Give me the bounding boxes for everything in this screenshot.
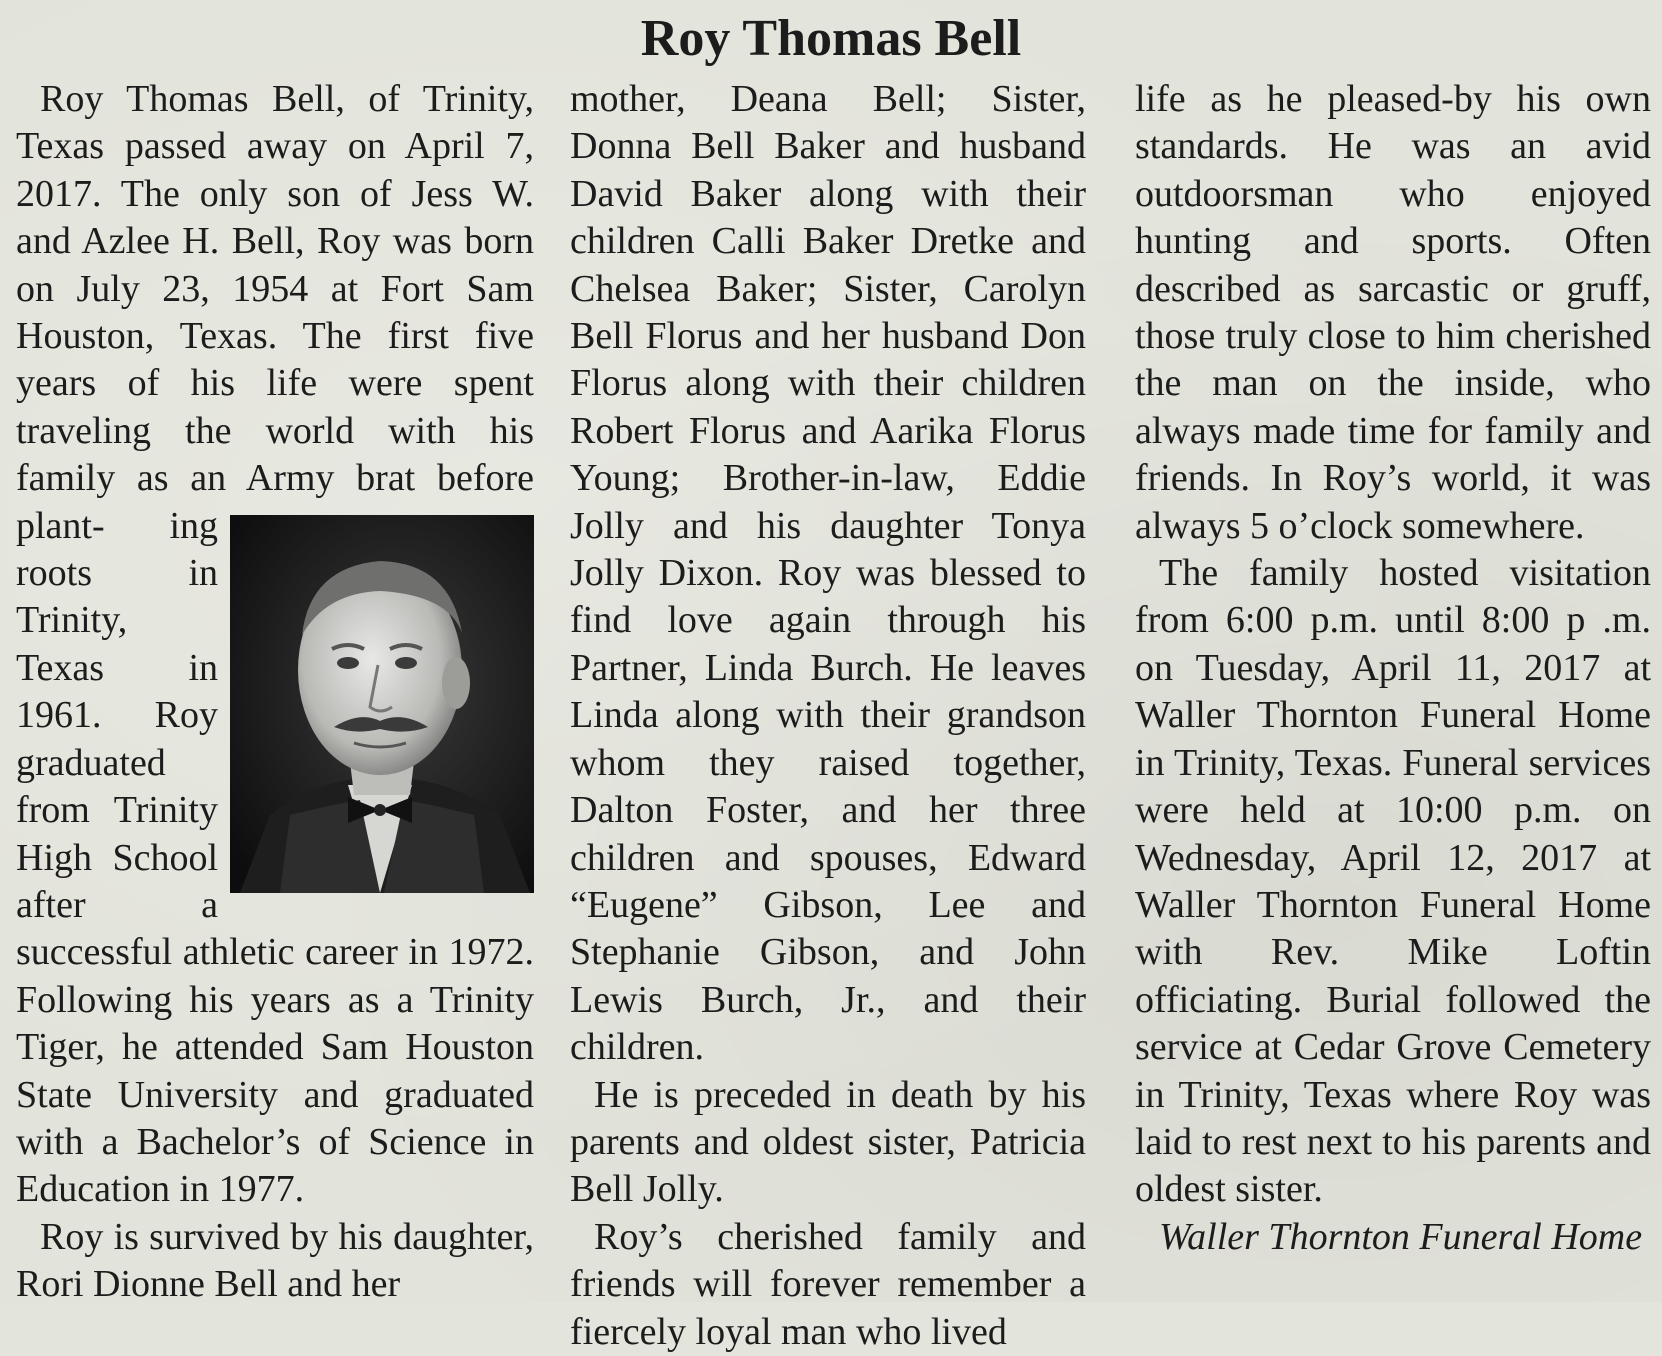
obituary-headline: Roy Thomas Bell <box>640 10 1022 67</box>
paragraph-3: He is preceded in death by his parents and oldest sister, Patricia Bell Jolly. <box>570 1073 1086 1211</box>
portrait-photo <box>230 515 534 893</box>
paragraph-2-continued: mother, Deana Bell; Sister, Donna Bell Baker and husband David Baker along with their children Calli Baker Dretke and Chelsea Baker; Sister, Carolyn Bell Florus and her husband Don Florus along with their children Robert Florus and Aarika Florus Young; Brother-in-law, Eddie Jolly and his daughter Tonya Jolly Dixon. Roy was blessed to find love again through his Partner, Linda Burch. He leaves Linda along with their grandson whom they raised together, Dalton Foster, and her three children and spouses, Edward “Eugene” Gibson, Lee and Stephanie Gibson, and John Lewis Burch, Jr., and their children. <box>570 78 1086 1069</box>
paragraph-1-text-b: ing roots in Trinity, Texas in 1961. Roy graduated from Trinity High School after a successful athletic career in 1972. Following his years as a Trinity Tiger, he attended Sam Houston State University and graduated with a Bachelor’s of Science in Education in 1977. <box>16 504 534 1211</box>
paragraph-4-start: Roy’s cherished family and friends will forever remember a fiercely loyal man who lived <box>570 1215 1086 1353</box>
column-2 <box>570 76 1086 1356</box>
paragraph-1-part-1 <box>16 76 534 1214</box>
column-3 <box>1135 76 1651 1261</box>
paragraph-2-start: Roy is survived by his daughter, Rori Dionne Bell and her <box>16 1215 534 1306</box>
portrait-icon <box>230 515 534 893</box>
paragraph-4-continued: life as he pleased-by his own standards. He was an avid outdoorsman who enjoyed hunting and sports. Often described as sarcastic or gruff, those truly close to him cherished the man on the inside, who always made time for family and friends. In Roy’s world, it was always 5 o’clock somewhere. <box>1135 78 1651 547</box>
paragraph-1-text-a: Roy Thomas Bell, of Trinity, Texas passed away on April 7, 2017. The only son of Jess W. and Azlee H. Bell, Roy was born on July 23, 1954 at Fort Sam Houston, Texas. The first five years of his life were spent traveling the world with his family as an Army brat before plant- <box>16 78 534 547</box>
funeral-home-signature: Waller Thornton Funeral Home <box>1159 1215 1643 1258</box>
column-1 <box>16 76 534 1309</box>
paragraph-5: The family hosted visitation from 6:00 p.m. until 8:00 p .m. on Tuesday, April 11, 2017 at Waller Thornton Funeral Home in Trinity, Texas. Funeral services were held at 10:00 p.m. on Wednesday, April 12, 2017 at Waller Thornton Funeral Home with Rev. Mike Loftin officiating. Burial followed the service at Cedar Grove Cemetery in Trinity, Texas where Roy was laid to rest next to his parents and oldest sister. <box>1135 552 1651 1211</box>
